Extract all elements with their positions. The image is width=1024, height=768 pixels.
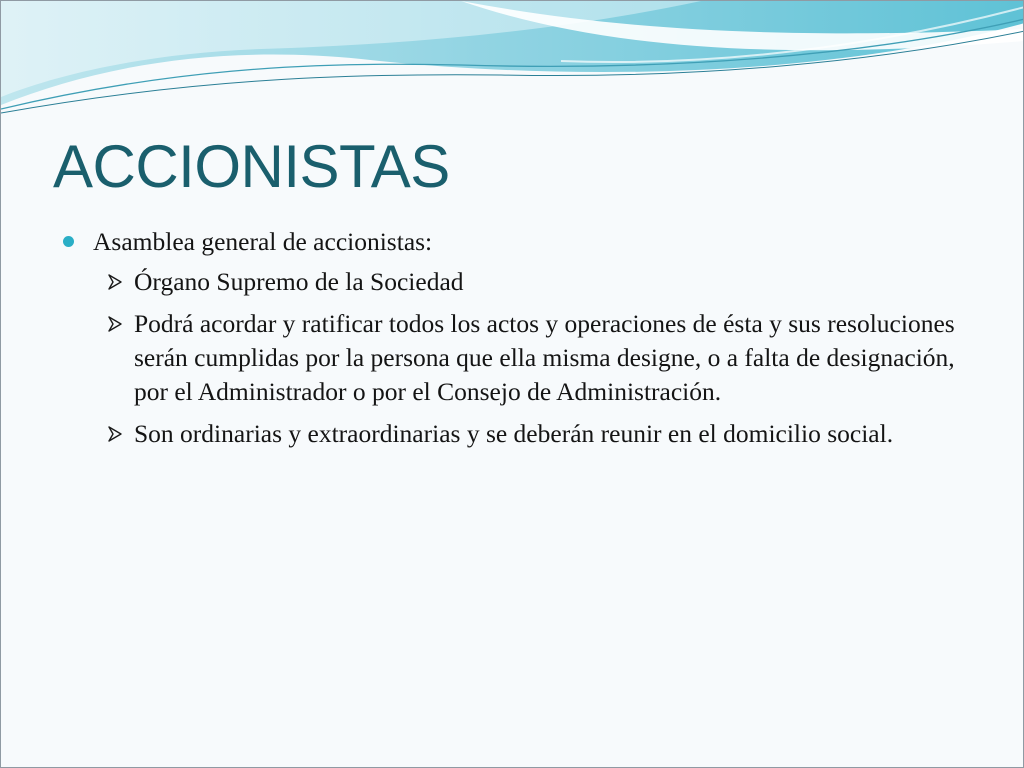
sub-bullet-item-ordinarias	[63, 417, 963, 451]
arrowhead-bullet-icon	[107, 315, 123, 333]
arrowhead-bullet-icon	[107, 273, 123, 291]
arrowhead-bullet-icon	[107, 425, 123, 443]
bullet-list	[63, 225, 963, 459]
sub-bullet-item-podra	[63, 307, 963, 409]
round-bullet-icon	[63, 236, 74, 247]
wave-header-decoration	[1, 1, 1024, 121]
sub-bullet-text: Órgano Supremo de la Sociedad	[134, 267, 464, 296]
sub-bullet-text: Podrá acordar y ratificar todos los actos y operaciones de ésta y sus resoluciones serán cumplidas por la persona que ella misma designe, o a falta de designación, por el Administrador o por el Consejo de Administración.	[134, 309, 955, 406]
bullet-item-asamblea	[63, 225, 963, 259]
sub-bullet-item-organo	[63, 265, 963, 299]
slide-title: ACCIONISTAS	[53, 133, 450, 200]
bullet-text: Asamblea general de accionistas:	[93, 227, 433, 256]
sub-bullet-text: Son ordinarias y extraordinarias y se deberán reunir en el domicilio social.	[134, 419, 894, 448]
